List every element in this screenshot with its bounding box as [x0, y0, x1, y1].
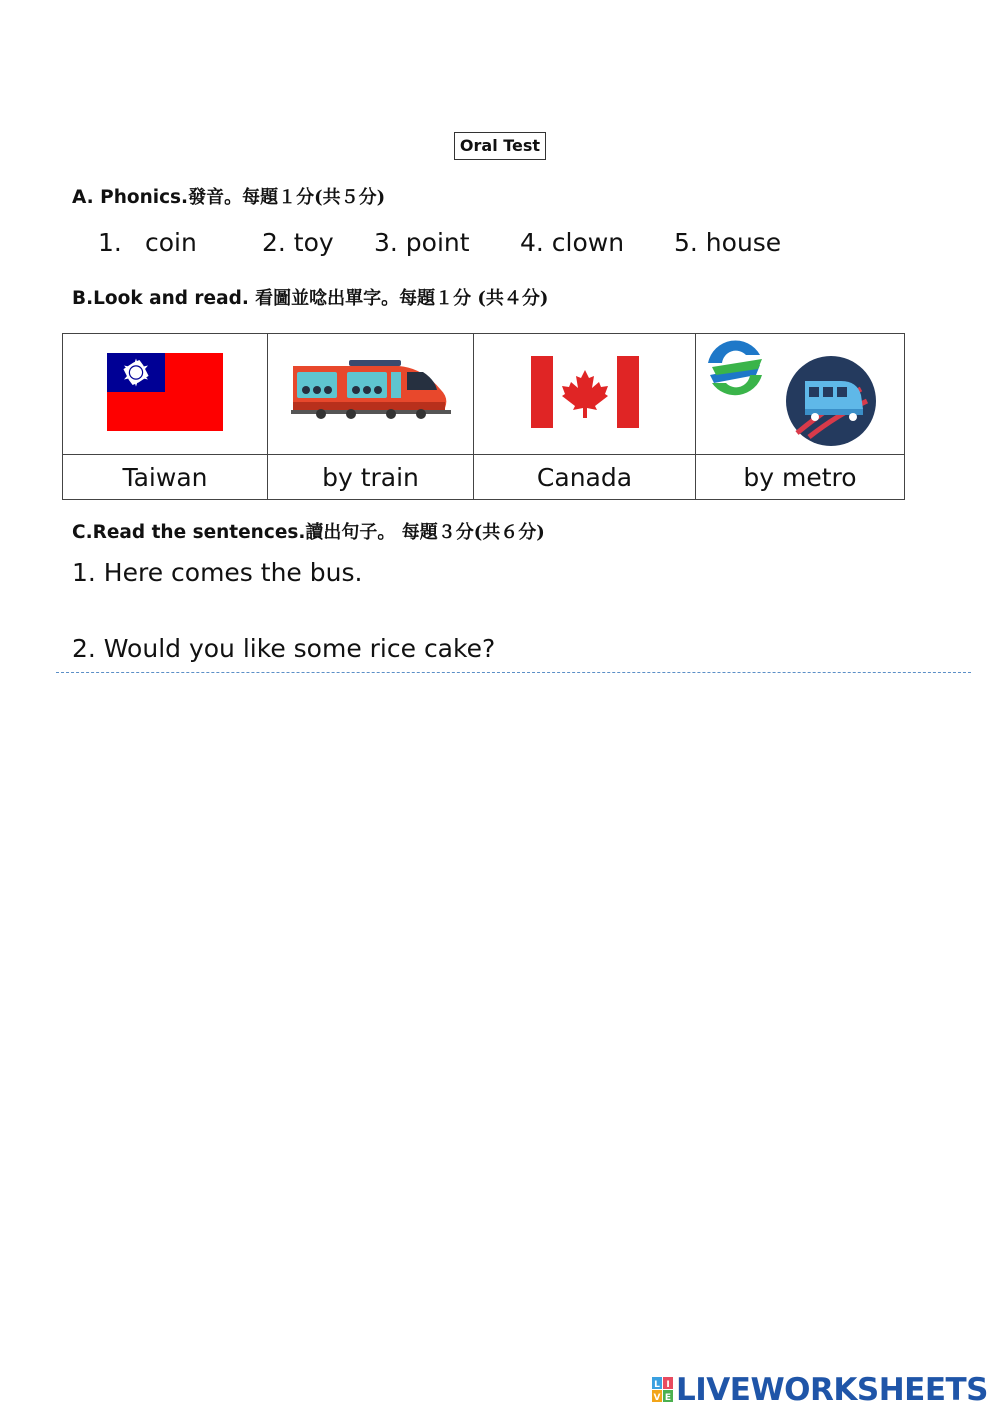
phonics-word-house: 5. house — [674, 228, 782, 257]
metro-picture-cell — [696, 334, 905, 455]
train-icon — [291, 360, 451, 424]
train-picture-cell — [268, 334, 474, 455]
liveworksheets-wordmark: LIVEWORKSHEETS — [676, 1372, 988, 1408]
page-title: Oral Test — [454, 132, 546, 160]
sentence-2: 2. Would you like some rice cake? — [72, 634, 496, 663]
liveworksheets-blocks-icon — [652, 1377, 674, 1403]
section-c-instructions: 讀出句子。 每題３分(共６分) — [305, 522, 545, 543]
label-taiwan: Taiwan — [63, 455, 268, 500]
metro-icon — [700, 337, 900, 447]
taiwan-picture-cell — [63, 334, 268, 455]
phonics-number-1: 1. — [98, 228, 122, 257]
phonics-word-point: 3. point — [374, 228, 470, 257]
svg-text:E: E — [664, 1393, 672, 1403]
sentence-1: 1. Here comes the bus. — [72, 558, 363, 587]
taiwan-flag-icon — [107, 353, 223, 431]
label-canada: Canada — [474, 455, 696, 500]
section-c-title: C.Read the sentences. — [72, 522, 306, 543]
section-c-heading — [72, 518, 545, 544]
phonics-word-clown: 4. clown — [520, 228, 625, 257]
svg-text:I: I — [666, 1380, 670, 1390]
section-b-title: B.Look and read. — [72, 288, 249, 309]
phonics-word-toy: 2. toy — [262, 228, 334, 257]
dashed-divider — [56, 672, 971, 673]
liveworksheets-logo — [652, 1372, 988, 1408]
section-b-instructions: 看圖並唸出單字。每題１分 (共４分) — [248, 288, 549, 309]
section-a-heading — [72, 183, 385, 209]
canada-picture-cell — [474, 334, 696, 455]
section-a-title: A. Phonics. — [72, 187, 189, 208]
svg-text:L: L — [654, 1380, 660, 1390]
phonics-word-coin: coin — [145, 228, 197, 257]
label-by-metro: by metro — [696, 455, 905, 500]
canada-flag-icon — [531, 356, 639, 428]
svg-text:V: V — [653, 1393, 661, 1403]
section-b-heading — [72, 284, 548, 310]
section-a-instructions: 發音。每題１分(共５分) — [188, 187, 386, 208]
picture-word-table — [62, 333, 905, 500]
label-by-train: by train — [268, 455, 474, 500]
